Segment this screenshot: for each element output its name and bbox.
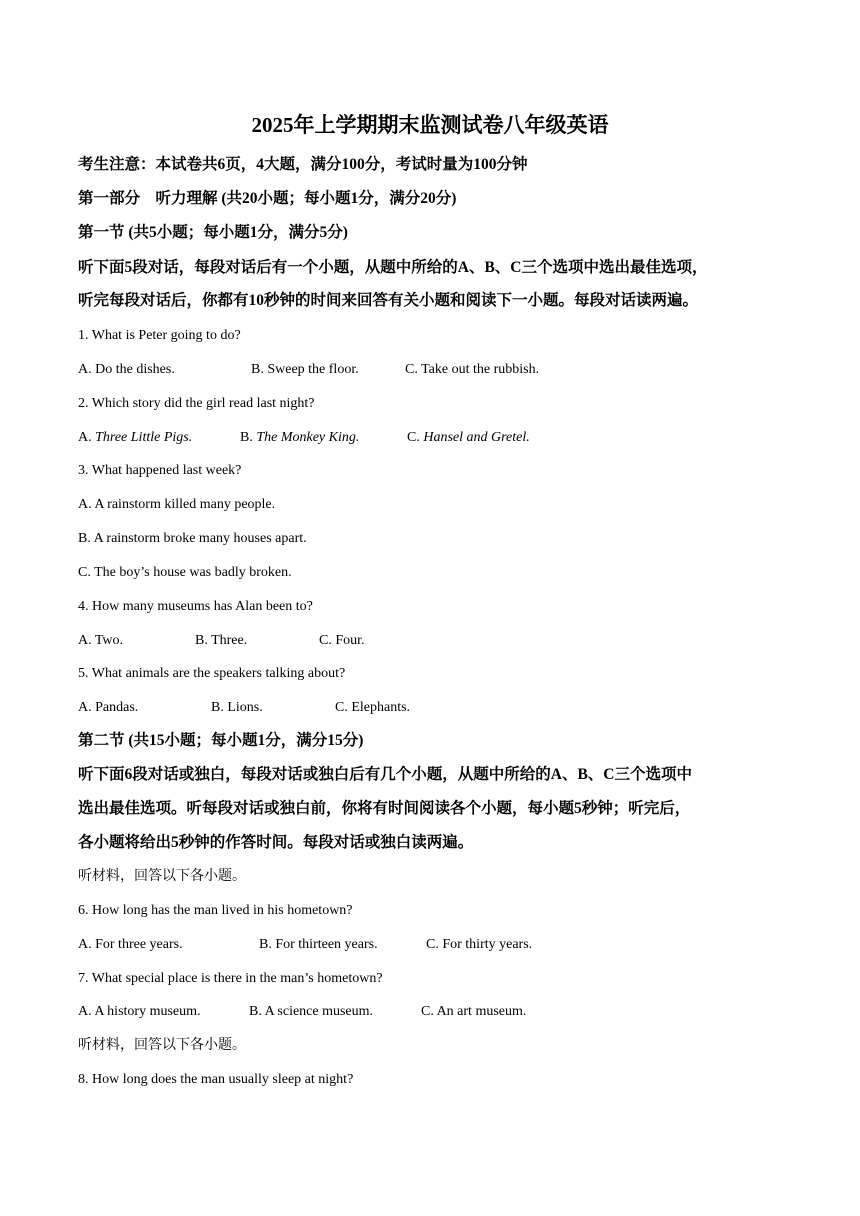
option-c: C. Take out the rubbish. — [405, 362, 540, 377]
option-c: C. An art museum. — [421, 1004, 527, 1019]
question-stem: 1. What is Peter going to do? — [78, 328, 241, 343]
material-note: 听材料，回答以下各小题。 — [78, 1038, 246, 1053]
question-stem: 5. What animals are the speakers talking about? — [78, 666, 346, 681]
option-b: B. A science museum. — [249, 1004, 374, 1019]
section2-instruction-line3: 各小题将给出5秒钟的作答时间。每段对话或独白读两遍。 — [78, 834, 474, 851]
section2-heading: 第二节 (共15小题；每小题1分，满分15分) — [78, 732, 364, 749]
option-b: B. The Monkey King. — [240, 430, 360, 445]
option-a: A. Two. — [78, 633, 124, 648]
section2-instruction-line2: 选出最佳选项。听每段对话或独白前，你将有时间阅读各个小题，每小题5秒钟；听完后， — [78, 800, 691, 817]
option-c: C. The boy’s house was badly broken. — [78, 565, 292, 580]
section2-instruction-line1: 听下面6段对话或独白，每段对话或独白后有几个小题，从题中所给的A、B、C三个选项中 — [78, 766, 692, 783]
material-note: 听材料，回答以下各小题。 — [78, 869, 246, 884]
option-c: C. Four. — [319, 633, 365, 648]
section1-instruction-line1: 听下面5段对话，每段对话后有一个小题，从题中所给的A、B、C三个选项中选出最佳选项， — [78, 259, 708, 276]
option-a: A. A history museum. — [78, 1004, 201, 1019]
option-a: A. Pandas. — [78, 700, 139, 715]
option-a: A. Three Little Pigs. — [78, 430, 193, 445]
option-b: B. For thirteen years. — [259, 937, 378, 952]
option-b: B. Sweep the floor. — [251, 362, 359, 377]
notice-text: 考生注意：本试卷共6页，4大题，满分100分，考试时量为100分钟 — [78, 156, 528, 173]
part1-heading: 第一部分 听力理解 (共20小题；每小题1分，满分20分) — [78, 190, 457, 207]
option-a: A. Do the dishes. — [78, 362, 175, 377]
option-b: B. Three. — [195, 633, 248, 648]
option-c: C. For thirty years. — [426, 937, 533, 952]
option-c: C. Hansel and Gretel. — [407, 430, 530, 445]
question-stem: 2. Which story did the girl read last night? — [78, 396, 315, 411]
question-stem: 7. What special place is there in the man’s hometown? — [78, 971, 383, 986]
question-stem: 8. How long does the man usually sleep at night? — [78, 1072, 354, 1087]
page-title: 2025年上学期期末监测试卷八年级英语 — [251, 113, 609, 137]
option-c: C. Elephants. — [335, 700, 411, 715]
option-b: B. Lions. — [211, 700, 263, 715]
question-stem: 6. How long has the man lived in his hometown? — [78, 903, 353, 918]
question-stem: 3. What happened last week? — [78, 463, 242, 478]
section1-instruction-line2: 听完每段对话后，你都有10秒钟的时间来回答有关小题和阅读下一小题。每段对话读两遍。 — [78, 292, 699, 309]
option-a: A. A rainstorm killed many people. — [78, 497, 276, 512]
section1-heading: 第一节 (共5小题；每小题1分，满分5分) — [78, 224, 348, 241]
question-stem: 4. How many museums has Alan been to? — [78, 599, 313, 614]
option-a: A. For three years. — [78, 937, 183, 952]
option-b: B. A rainstorm broke many houses apart. — [78, 531, 307, 546]
